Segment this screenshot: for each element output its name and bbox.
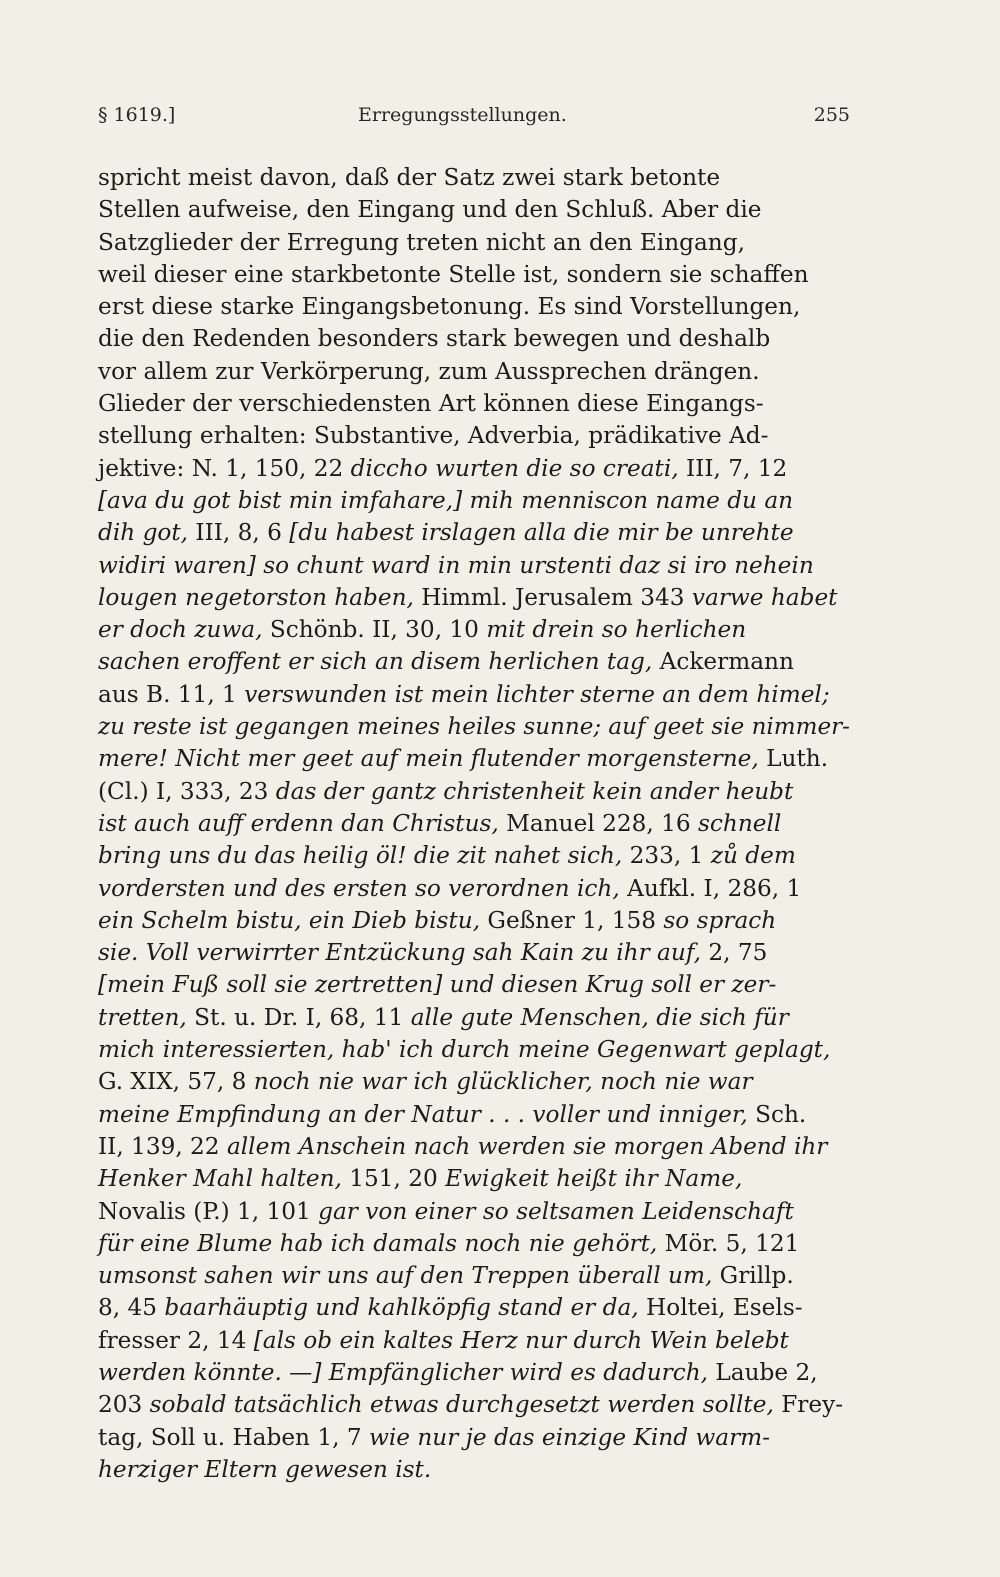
text-segment: Aufkl. I, 286, 1 [619, 874, 802, 902]
text-segment: 233, 1 [622, 842, 711, 870]
text-line [98, 1389, 850, 1421]
text-segment: die den Redenden besonders stark bewegen und deshalb [98, 325, 771, 353]
text-segment: vor allem zur Verkörperung, zum Aussprechen drängen. [98, 357, 760, 385]
text-line [98, 614, 850, 646]
text-segment: 151, 20 [341, 1165, 446, 1193]
text-line [98, 453, 850, 485]
text-segment: Stellen aufweise, den Eingang und den Schluß. Aber die [98, 196, 762, 224]
text-segment: Laube 2, [708, 1358, 818, 1386]
text-segment: erst diese starke Eingangsbetonung. Es sind Vorstellungen, [98, 293, 801, 321]
text-line [98, 969, 850, 1001]
section-number: § 1619.] [98, 104, 176, 126]
italic-quote-segment: für eine Blume hab ich damals noch nie gehört, [98, 1229, 658, 1257]
text-line [98, 259, 850, 291]
text-segment: weil dieser eine starkbetonte Stelle ist, sondern sie schaffen [98, 260, 809, 288]
text-segment: spricht meist davon, daß der Satz zwei stark betonte [98, 164, 721, 191]
text-line [98, 1002, 850, 1034]
text-segment: Mör. 5, 121 [657, 1229, 800, 1257]
italic-quote-segment: sobald tatsächlich etwas durchgesetzt werden sollte, [149, 1391, 774, 1419]
italic-quote-segment: noch nie war ich glücklicher, noch nie war [253, 1068, 753, 1096]
italic-quote-segment: Ewigkeit heißt ihr Name, [445, 1165, 743, 1193]
text-line [98, 485, 850, 517]
text-segment: Luth. [758, 745, 829, 773]
text-segment: Glieder der verschiedensten Art können diese Eingangs- [98, 390, 764, 418]
text-line [98, 1034, 850, 1066]
text-segment: 203 [98, 1391, 150, 1419]
text-segment: Himml. Jerusalem 343 [413, 583, 692, 611]
italic-quote-segment: [mein Fuß soll sie zertretten] und diesen Krug soll er zer- [98, 971, 777, 999]
text-segment: Frey- [773, 1391, 844, 1419]
italic-quote-segment: mit drein so herlichen [486, 616, 747, 644]
text-line [98, 937, 850, 969]
text-segment: Ackermann [652, 648, 794, 676]
text-segment: III, 7, 12 [678, 454, 788, 482]
text-line [98, 1260, 850, 1292]
italic-quote-segment: schnell [698, 809, 782, 837]
text-segment: tag, Soll u. Haben 1, 7 [98, 1423, 369, 1451]
italic-quote-segment: zu reste ist gegangen meines heiles sunne; auf geet sie nimmer- [98, 713, 850, 741]
text-line [98, 840, 850, 872]
italic-quote-segment: meine Empfindung an der Natur . . . voller und inniger, [98, 1100, 748, 1128]
italic-quote-segment: umsonst sahen wir uns auf den Treppen überall um, [98, 1262, 713, 1290]
italic-quote-segment: Henker Mahl halten, [98, 1165, 342, 1193]
italic-quote-segment: das der gantz christenheit kein ander heubt [275, 777, 794, 805]
italic-quote-segment: wie nur je das einzige Kind warm- [368, 1423, 770, 1451]
text-segment: St. u. Dr. I, 68, 11 [186, 1003, 411, 1031]
italic-quote-segment: tretten, [98, 1003, 187, 1031]
text-segment: (Cl.) I, 333, 23 [98, 777, 276, 805]
text-segment: jektive: N. 1, 150, 22 [98, 454, 351, 482]
text-segment: Novalis (P.) 1, 101 [98, 1197, 319, 1225]
text-segment: III, 8, 6 [188, 519, 290, 547]
text-segment: Holtei, Esels- [638, 1294, 803, 1322]
italic-quote-segment: mich interessierten, hab' ich durch meine Gegenwart geplagt, [98, 1036, 831, 1064]
italic-quote-segment: er doch zuwa, [98, 616, 263, 644]
text-line [98, 582, 850, 614]
text-line [98, 1422, 850, 1454]
body-text [98, 162, 850, 1486]
text-line [98, 550, 850, 582]
italic-quote-segment: herziger Eltern gewesen ist. [98, 1455, 432, 1483]
text-line [98, 646, 850, 678]
text-line [98, 1131, 850, 1163]
text-line [98, 388, 850, 420]
text-line [98, 1163, 850, 1195]
italic-quote-segment: [ava du got bist min imfahare,] mih menniscon name du an [98, 486, 794, 514]
text-segment: fresser 2, 14 [98, 1326, 254, 1354]
text-line [98, 1228, 850, 1260]
text-segment: Sch. [747, 1100, 807, 1128]
italic-quote-segment: [als ob ein kaltes Herz nur durch Wein belebt [253, 1326, 789, 1354]
text-segment: 2, 75 [700, 939, 768, 967]
text-line [98, 808, 850, 840]
italic-quote-segment: mere! Nicht mer geet auf mein flutender morgensterne, [98, 745, 759, 773]
italic-quote-segment: [du habest irslagen alla die mir be unrehte [289, 519, 794, 547]
text-line [98, 356, 850, 388]
text-line [98, 1357, 850, 1389]
text-segment: G. XIX, 57, 8 [98, 1068, 254, 1096]
text-segment: stellung erhalten: Substantive, Adverbia, prädikative Ad- [98, 422, 769, 450]
italic-quote-segment: sachen eroffent er sich an disem herlichen tag, [98, 648, 653, 676]
text-segment: Grillp. [712, 1262, 794, 1290]
italic-quote-segment: lougen negetorston haben, [98, 583, 414, 611]
text-line [98, 194, 850, 226]
italic-quote-segment: gar von einer so seltsamen Leidenschaft [318, 1197, 794, 1225]
text-line [98, 162, 850, 194]
italic-quote-segment: widiri waren] so chunt ward in min urstenti daz si iro nehein [98, 551, 814, 579]
running-title: Erregungsstellungen. [358, 104, 567, 126]
text-line [98, 1066, 850, 1098]
italic-quote-segment: baarhäuptig und kahlköpfig stand er da, [164, 1294, 639, 1322]
running-header [98, 104, 850, 134]
text-line [98, 776, 850, 808]
text-segment: Schönb. II, 30, 10 [262, 616, 487, 644]
text-segment: II, 139, 22 [98, 1132, 227, 1160]
text-line [98, 323, 850, 355]
italic-quote-segment: zů dem [710, 842, 796, 870]
text-line [98, 1099, 850, 1131]
italic-quote-segment: so sprach [663, 906, 777, 934]
text-line [98, 1325, 850, 1357]
text-line [98, 291, 850, 323]
italic-quote-segment: allem Anschein nach werden sie morgen Abend ihr [226, 1132, 828, 1160]
italic-quote-segment: bring uns du das heilig öl! die zit nahet sich, [98, 842, 623, 870]
text-segment: Manuel 228, 16 [498, 809, 698, 837]
text-line [98, 743, 850, 775]
italic-quote-segment: dih got, [98, 519, 189, 547]
italic-quote-segment: ist auch auff erdenn dan Christus, [98, 809, 499, 837]
italic-quote-segment: vordersten und des ersten so verordnen ich, [98, 874, 620, 902]
text-line [98, 873, 850, 905]
text-line [98, 711, 850, 743]
text-segment: Geßner 1, 158 [480, 906, 664, 934]
text-segment: 8, 45 [98, 1294, 165, 1322]
text-line [98, 420, 850, 452]
text-line [98, 1196, 850, 1228]
italic-quote-segment: varwe habet [691, 583, 838, 611]
italic-quote-segment: alle gute Menschen, die sich für [410, 1003, 789, 1031]
text-line [98, 517, 850, 549]
italic-quote-segment: ein Schelm bistu, ein Dieb bistu, [98, 906, 481, 934]
text-segment: Satzglieder der Erregung treten nicht an den Eingang, [98, 228, 745, 256]
italic-quote-segment: diccho wurten die so creati, [350, 454, 679, 482]
italic-quote-segment: sie. Voll verwirrter Entzückung sah Kain zu ihr auf, [98, 939, 701, 967]
text-line [98, 905, 850, 937]
text-line [98, 1454, 850, 1486]
text-segment: aus B. 11, 1 [98, 680, 245, 708]
italic-quote-segment: werden könnte. —] Empfänglicher wird es dadurch, [98, 1358, 709, 1386]
text-line [98, 1292, 850, 1324]
italic-quote-segment: verswunden ist mein lichter sterne an dem himel; [244, 680, 830, 708]
text-line [98, 227, 850, 259]
text-line [98, 679, 850, 711]
page-number: 255 [813, 104, 850, 126]
